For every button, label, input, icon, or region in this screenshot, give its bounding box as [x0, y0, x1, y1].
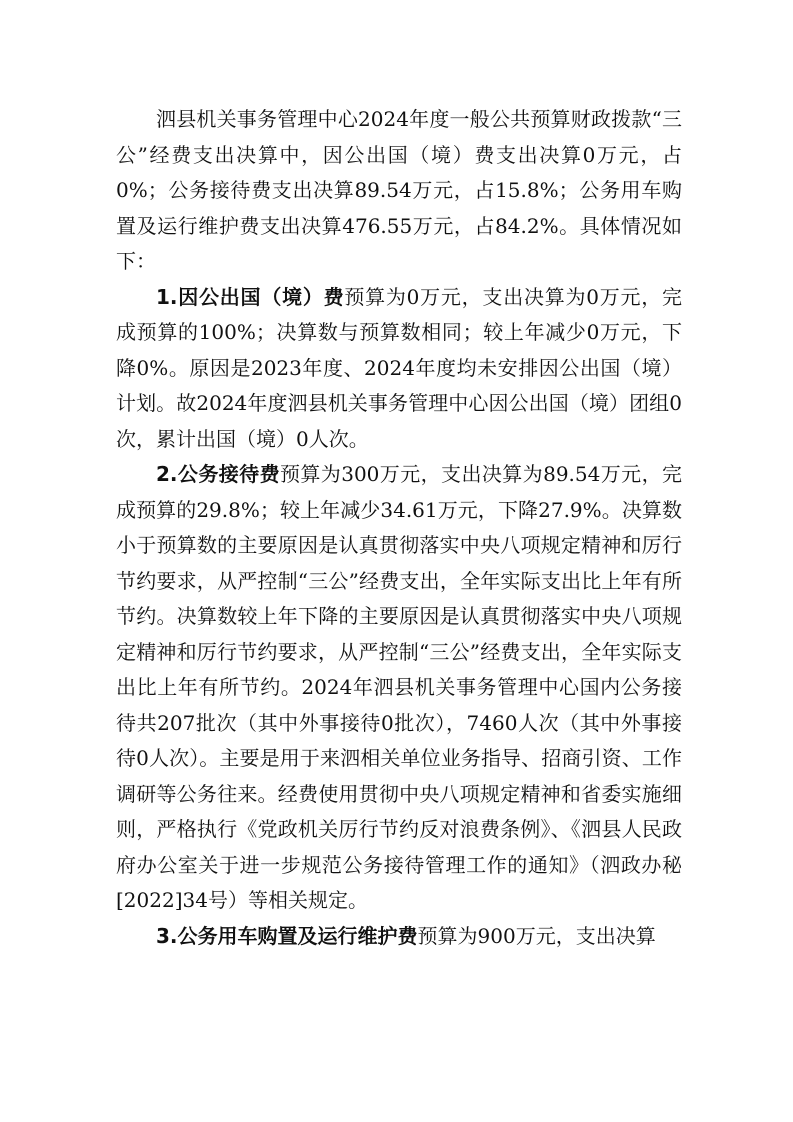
section-paragraph-3 [116, 919, 682, 955]
section-heading-3: 3.公务用车购置及运行维护费 [156, 923, 418, 948]
section-paragraph-2 [116, 457, 682, 919]
section-text-3: 预算为900万元，支出决算 [417, 923, 656, 948]
intro-paragraph [116, 102, 682, 280]
intro-text: 泗县机关事务管理中心2024年度一般公共预算财政拨款“三公”经费支出决算中，因公出国（境）费支出决算0万元，占0%；公务接待费支出决算89.54万元，占15.8%；公务用车购置及运行维护费支出决算476.55万元，占84.2%。具体情况如下： [116, 107, 682, 273]
section-heading-2: 2.公务接待费 [156, 462, 280, 486]
section-paragraph-1 [116, 280, 682, 458]
section-text-2: 预算为300万元，支出决算为89.54万元，完成预算的29.8%；较上年减少34.61万元，下降27.9%。决算数小于预算数的主要原因是认真贯彻落实中央八项规定精神和厉行节约要求，从严控制“三公”经费支出，全年实际支出比上年有所节约。决算数较上年下降的主要原因是认真贯彻落实中央八项规定精神和厉行节约要求，从严控制“三公”经费支出，全年实际支出比上年有所节约。2024年泗县机关事务管理中心国内公务接待共207批次（其中外事接待0批次），7460人次（其中外事接待0人次）。主要是用于来泗相关单位业务指导、招商引资、工作调研等公务往来。经费使用贯彻中央八项规定精神和省委实施细则，严格执行《党政机关厉行节约反对浪费条例》、《泗县人民政府办公室关于进一步规范公务接待管理工作的通知》（泗政办秘[2022]34号）等相关规定。 [116, 462, 682, 912]
document-body [116, 102, 682, 954]
section-text-1: 预算为0万元，支出决算为0万元，完成预算的100%；决算数与预算数相同；较上年减少0万元，下降0%。原因是2023年度、2024年度均未安排因公出国（境）计划。故2024年度泗县机关事务管理中心因公出国（境）团组0次，累计出国（境）0人次。 [116, 284, 683, 451]
section-heading-1: 1.因公出国（境）费 [156, 284, 345, 309]
